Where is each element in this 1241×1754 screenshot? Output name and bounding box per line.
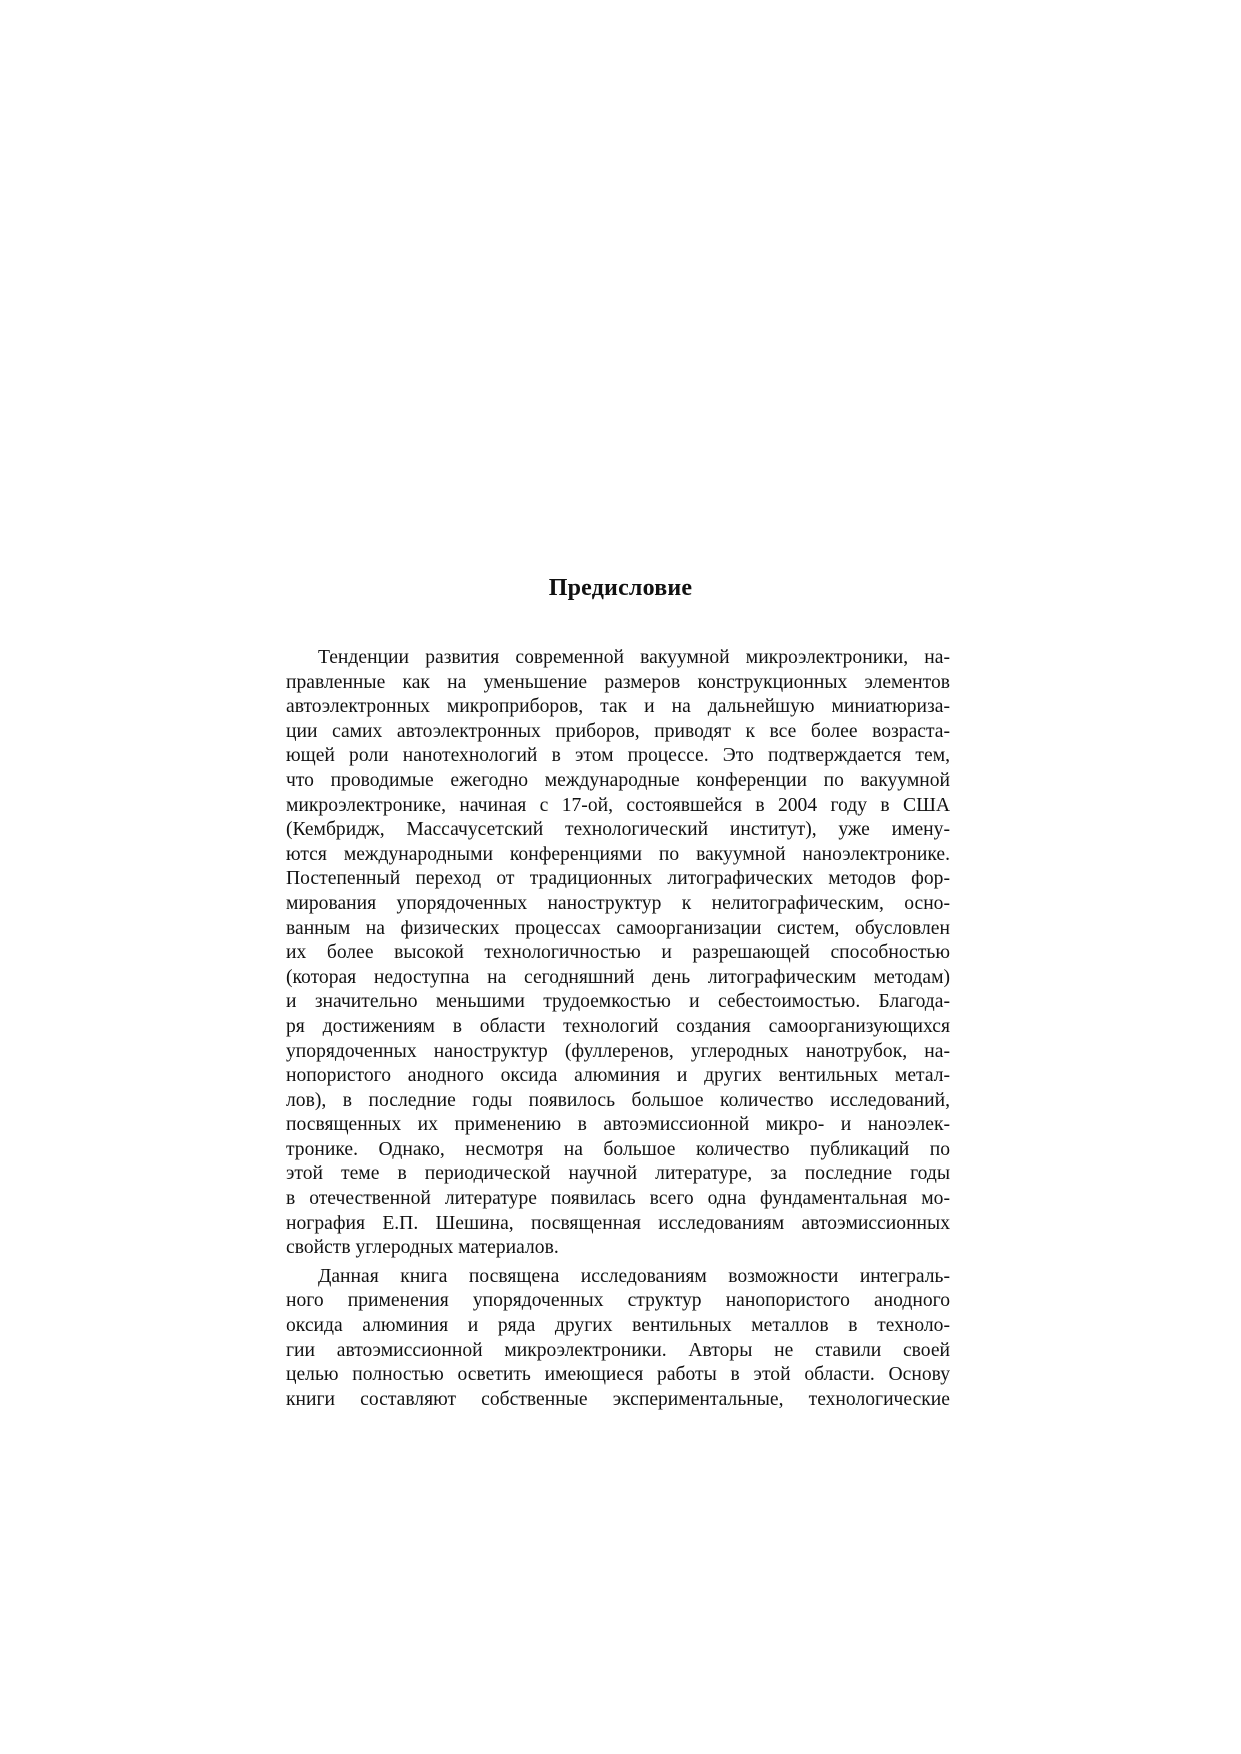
text-line: ции самих автоэлектронных приборов, приводят к все более возраста- bbox=[286, 720, 950, 742]
text-line: автоэлектронных микроприборов, так и на дальнейшую миниатюриза- bbox=[286, 696, 950, 718]
text-line: нопористого анодного оксида алюминия и других вентильных метал- bbox=[286, 1065, 950, 1087]
text-line: упорядоченных наноструктур (фуллеренов, углеродных нанотрубок, на- bbox=[286, 1040, 950, 1062]
text-line: целью полностью осветить имеющиеся работы в этой области. Основу bbox=[286, 1364, 950, 1386]
text-line: тронике. Однако, несмотря на большое количество публикаций по bbox=[286, 1138, 950, 1160]
text-line: ются международными конференциями по вакуумной наноэлектронике. bbox=[286, 843, 950, 865]
text-line: ванным на физических процессах самоорганизации систем, обусловлен bbox=[286, 917, 950, 939]
text-line: в отечественной литературе появилась всего одна фундаментальная мо- bbox=[286, 1188, 950, 1210]
text-line: ющей роли нанотехнологий в этом процессе. Это подтверждается тем, bbox=[286, 745, 950, 767]
text-line: что проводимые ежегодно международные конференции по вакуумной bbox=[286, 769, 950, 791]
text-line: Тенденции развития современной вакуумной микроэлектроники, на- bbox=[318, 647, 950, 668]
page-title: Предисловие bbox=[548, 575, 693, 601]
text-line: этой теме в периодической научной литературе, за последние годы bbox=[286, 1163, 950, 1185]
text-line: Данная книга посвящена исследованиям возможности интеграль- bbox=[318, 1265, 950, 1287]
text-line: Постепенный переход от традиционных литографических методов фор- bbox=[286, 868, 950, 890]
text-line: ного применения упорядоченных структур нанопористого анодного bbox=[286, 1290, 950, 1312]
paragraph-2 bbox=[286, 1265, 950, 1413]
text-line: лов), в последние годы появилось большое количество исследований, bbox=[286, 1089, 950, 1111]
text-line: (Кембридж, Массачусетский технологический институт), уже имену- bbox=[286, 819, 950, 841]
text-line: микроэлектронике, начиная с 17-ой, состоявшейся в 2004 году в США bbox=[286, 794, 950, 816]
paragraph-1 bbox=[286, 646, 950, 1261]
text-line: гии автоэмиссионной микроэлектроники. Авторы не ставили своей bbox=[286, 1339, 950, 1361]
body-text bbox=[286, 646, 950, 1412]
text-line: и значительно меньшими трудоемкостью и себестоимостью. Благода- bbox=[286, 991, 950, 1013]
text-line: свойств углеродных материалов. bbox=[286, 1237, 559, 1259]
text-line: правленные как на уменьшение размеров конструкционных элементов bbox=[286, 671, 950, 693]
text-line: книги составляют собственные экспериментальные, технологические bbox=[286, 1388, 950, 1410]
text-line: оксида алюминия и ряда других вентильных металлов в техноло- bbox=[286, 1315, 950, 1337]
text-line: ря достижениям в области технологий создания самоорганизующихся bbox=[286, 1015, 950, 1037]
text-line: посвященных их применению в автоэмиссионной микро- и наноэлек- bbox=[286, 1114, 950, 1136]
text-line: мирования упорядоченных наноструктур к нелитографическим, осно- bbox=[286, 892, 950, 914]
text-line: их более высокой технологичностью и разрешающей способностью bbox=[286, 942, 950, 964]
text-line: (которая недоступна на сегодняшний день литографическим методам) bbox=[286, 966, 950, 988]
text-line: нография Е.П. Шешина, посвященная исследованиям автоэмиссионных bbox=[286, 1212, 950, 1234]
